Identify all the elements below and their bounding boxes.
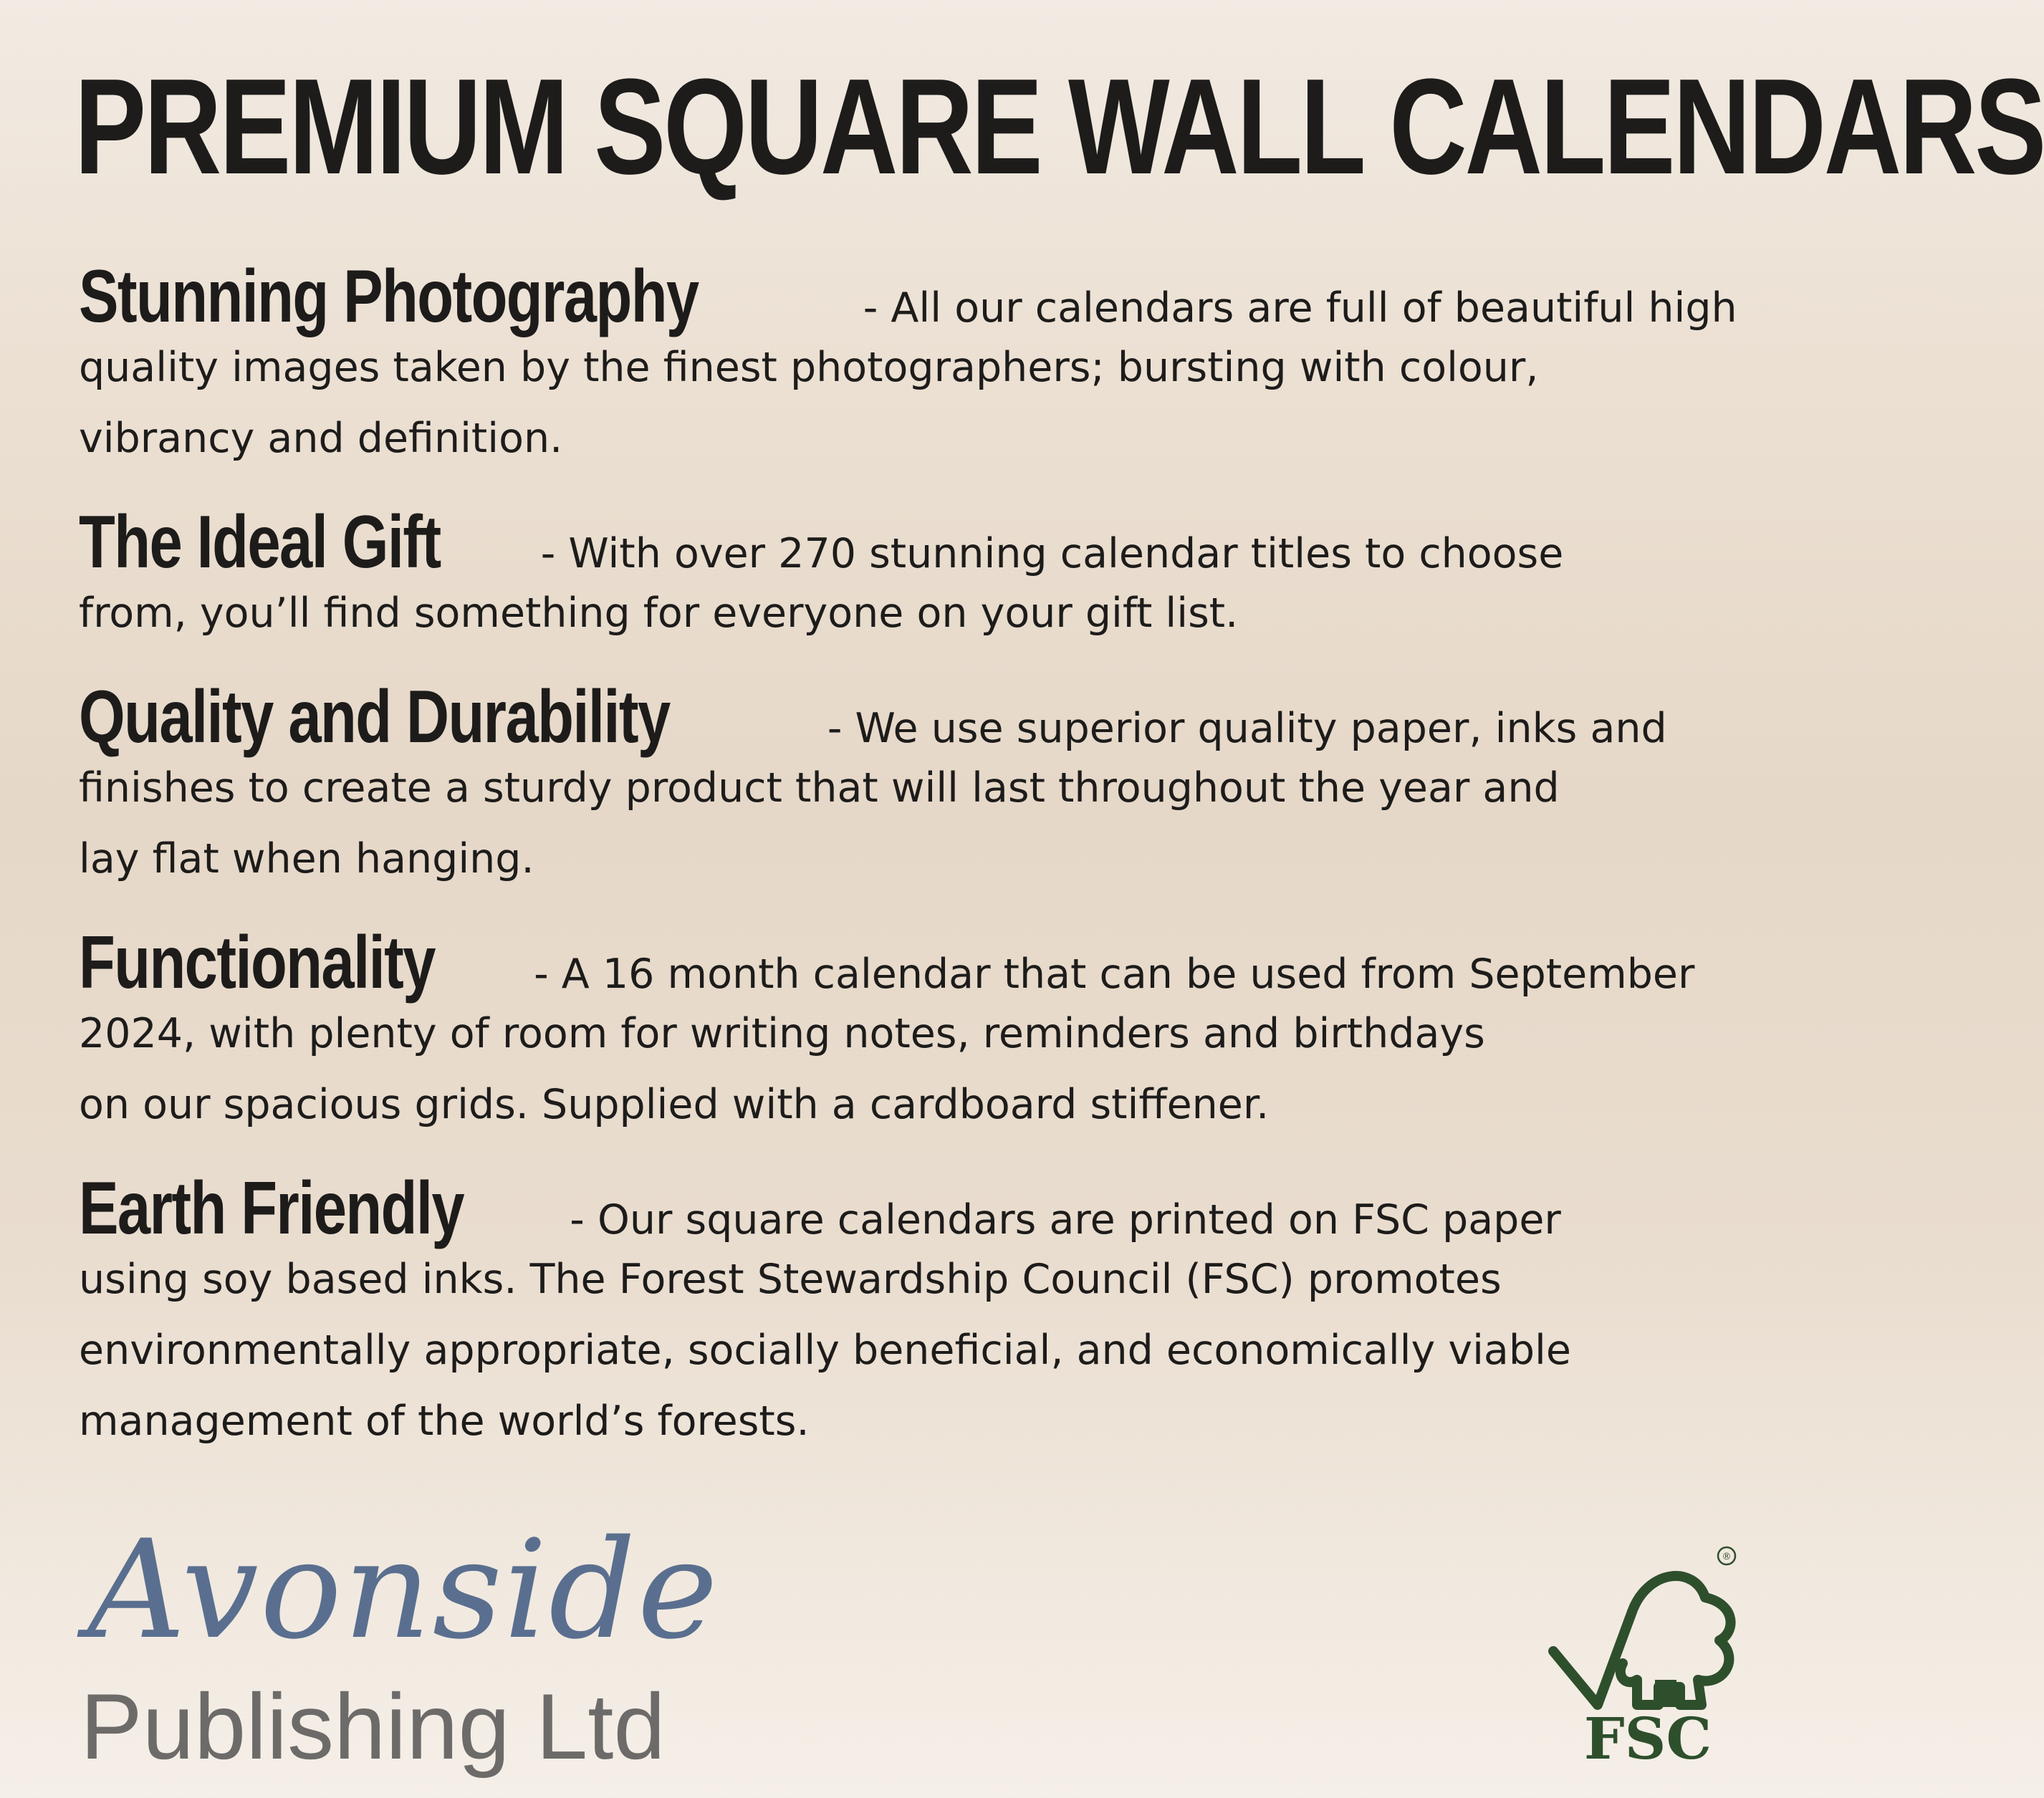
fsc-label: FSC bbox=[1583, 1705, 1712, 1772]
publisher-logo bbox=[80, 1511, 725, 1784]
feature-intro: - A 16 month calendar that can be used from September bbox=[534, 951, 1695, 998]
feature-heading: Quality and Durability bbox=[79, 676, 670, 759]
feature-stunning-photography bbox=[79, 255, 1737, 474]
feature-intro: - We use superior quality paper, inks and bbox=[827, 705, 1667, 752]
feature-heading: Earth Friendly bbox=[79, 1167, 464, 1250]
feature-heading: Stunning Photography bbox=[79, 255, 699, 338]
feature-text-line: from, you’ll find something for everyone on your gift list. bbox=[79, 590, 1239, 637]
page-title: PREMIUM SQUARE WALL CALENDARS bbox=[75, 51, 2044, 203]
feature-intro: - All our calendars are full of beautiful high bbox=[863, 284, 1737, 332]
feature-intro: - With over 270 stunning calendar titles to choose bbox=[540, 530, 1564, 577]
feature-intro: - Our square calendars are printed on FSC paper bbox=[570, 1196, 1561, 1244]
logo-script-text: Avonside bbox=[87, 1511, 719, 1669]
registered-mark: ® bbox=[1722, 1552, 1732, 1562]
feature-text-line: 2024, with plenty of room for writing notes, reminders and birthdays bbox=[79, 1010, 1485, 1057]
feature-text-line: vibrancy and definition. bbox=[79, 415, 563, 462]
feature-text-line: environmentally appropriate, socially beneficial, and economically viable bbox=[79, 1327, 1571, 1374]
logo-subtitle: Publishing Ltd bbox=[80, 1674, 666, 1779]
feature-text-line: quality images taken by the finest photographers; bursting with colour, bbox=[79, 344, 1539, 391]
feature-list bbox=[79, 255, 1737, 1457]
feature-text-line: using soy based inks. The Forest Stewardship Council (FSC) promotes bbox=[79, 1256, 1502, 1303]
feature-text-line: finishes to create a sturdy product that will last throughout the year and bbox=[79, 764, 1560, 812]
fsc-tree-checkmark-icon bbox=[1548, 1540, 1741, 1772]
feature-text-line: lay flat when hanging. bbox=[79, 835, 534, 883]
feature-text-line: on our spacious grids. Supplied with a cardboard stiffener. bbox=[79, 1081, 1270, 1128]
fsc-logo bbox=[1548, 1540, 1741, 1772]
feature-ideal-gift bbox=[79, 501, 1727, 649]
feature-heading: Functionality bbox=[79, 921, 435, 1004]
feature-text-line: management of the world’s forests. bbox=[79, 1398, 810, 1445]
feature-earth-friendly bbox=[79, 1167, 1727, 1457]
feature-functionality bbox=[79, 921, 1727, 1140]
feature-quality-durability bbox=[79, 676, 1727, 895]
feature-heading: The Ideal Gift bbox=[79, 501, 441, 584]
